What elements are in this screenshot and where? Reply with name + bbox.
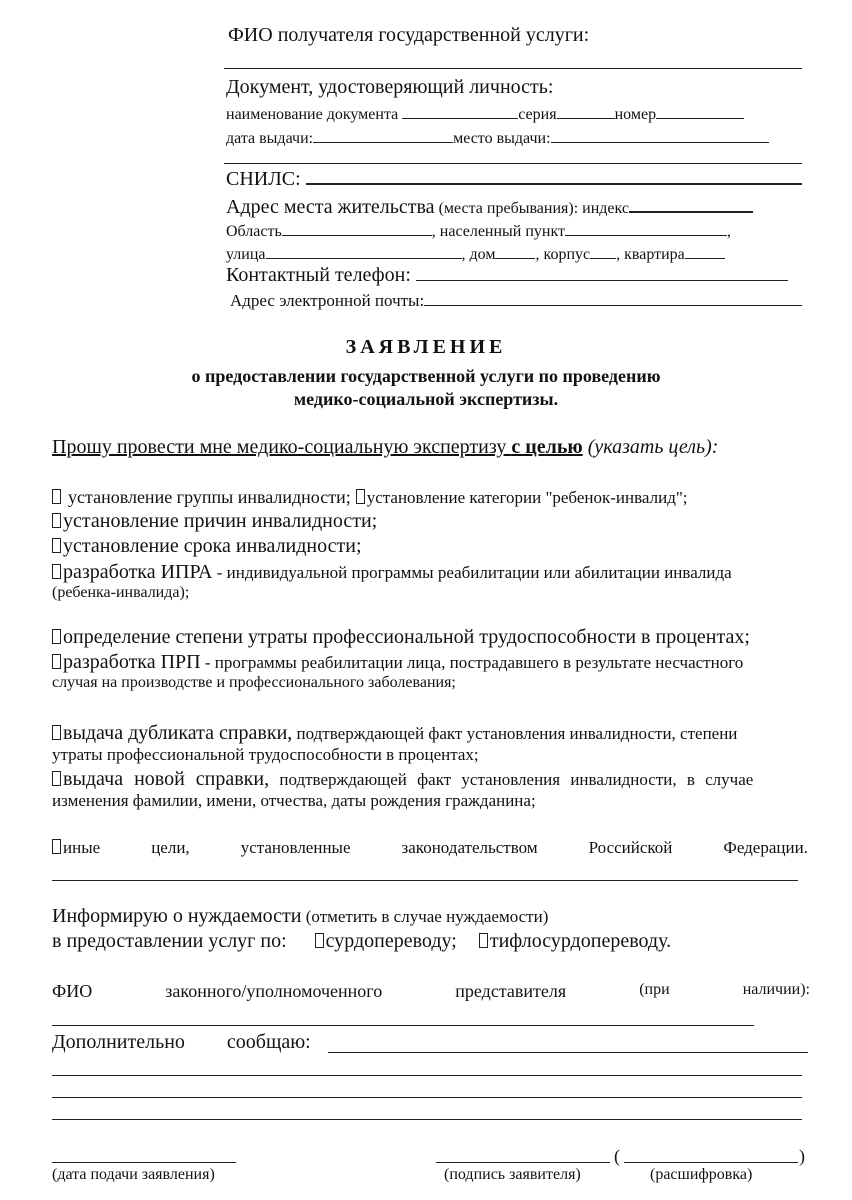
issue-place-field[interactable] [551, 128, 769, 143]
additional-field-4[interactable] [52, 1119, 802, 1120]
issue-place-label: место выдачи: [453, 130, 551, 147]
building-label: , корпус [535, 246, 591, 263]
additional-field-2[interactable] [52, 1075, 802, 1076]
doc-name-field[interactable] [402, 104, 518, 119]
region-field[interactable] [282, 221, 432, 236]
address-note: (места пребывания): индекс [438, 200, 630, 217]
apartment-field[interactable] [685, 244, 725, 259]
rep-word: законного/уполномоченного [165, 981, 383, 1001]
request-line [52, 436, 718, 459]
purpose-detail: - индивидуальной программы реабилитации или абилитации инвалида [212, 563, 732, 582]
purpose-detail: подтверждающей факт установления инвалидности, в случае [269, 770, 754, 789]
checkbox-tactile-sign-language[interactable] [479, 933, 488, 948]
phone-field[interactable] [416, 266, 788, 281]
purpose-label: разработка ПРП [63, 651, 201, 673]
purpose-label: определение степени утраты профессиональной трудоспособности в процентах; [63, 626, 750, 648]
extra-doc-line[interactable] [224, 163, 802, 164]
additional-field-3[interactable] [52, 1097, 802, 1098]
tactile-sign-language-label: тифлосурдопереводу. [489, 930, 672, 952]
purpose-detail: подтверждающей факт установления инвалидности, степени [292, 724, 738, 743]
additional-field-1[interactable] [328, 1052, 808, 1053]
purpose-label: выдача дубликата справки, [63, 722, 293, 744]
purpose-row-7 [52, 722, 737, 765]
number-field[interactable] [656, 104, 744, 119]
checkbox-sign-language[interactable] [315, 933, 324, 948]
date-field[interactable] [52, 1162, 236, 1163]
purpose-row-4 [52, 561, 810, 602]
purpose-row-1 [52, 486, 688, 509]
checkbox-disability-term[interactable] [52, 538, 61, 553]
checkbox-other[interactable] [52, 839, 61, 854]
recipient-fio-field[interactable] [224, 68, 802, 69]
house-label: , дом [461, 246, 496, 263]
purpose-cont: изменения фамилии, имени, отчества, даты рождения гражданина; [52, 791, 536, 810]
request-text: Прошу провести мне медико-социальную экспертизу [52, 436, 512, 458]
region-row [226, 221, 731, 241]
sign-language-label: сурдопереводу; [325, 930, 457, 952]
rep-word: представителя [455, 981, 567, 1001]
purpose-word: Российской [588, 838, 673, 857]
additional-row [52, 1031, 311, 1054]
purpose-cont: случая на производстве и профессионального заболевания; [52, 674, 456, 691]
additional-label-2: сообщаю: [226, 1031, 311, 1053]
purpose-cont: утраты профессиональной трудоспособности в процентах; [52, 745, 479, 764]
needs-line-2 [52, 930, 671, 953]
snils-field[interactable] [306, 170, 802, 185]
issue-row [226, 128, 769, 148]
house-field[interactable] [495, 244, 535, 259]
request-italic: (указать цель): [582, 436, 719, 458]
representative-field[interactable] [52, 1025, 754, 1026]
purpose-detail: - программы реабилитации лица, пострадавшего в результате несчастного [200, 653, 744, 672]
snils-row [226, 168, 802, 191]
street-label: улица [226, 246, 266, 263]
purpose-word: Федерации. [723, 838, 808, 857]
title-line-1: о предоставлении государственной услуги по проведению [191, 366, 661, 386]
id-document-label: Документ, удостоверяющий личность: [226, 76, 554, 98]
representative-row [52, 981, 810, 1002]
purpose-row-8 [52, 768, 753, 811]
checkbox-disability-causes[interactable] [52, 513, 61, 528]
email-field[interactable] [424, 291, 802, 306]
building-field[interactable] [590, 244, 616, 259]
purpose-row-other [52, 838, 808, 858]
decode-caption: (расшифровка) [650, 1166, 753, 1183]
postcode-field[interactable] [629, 198, 753, 213]
checkbox-child-disabled[interactable] [356, 489, 365, 504]
purpose-row-2 [52, 510, 377, 533]
address-label: Адрес места жительства [226, 196, 435, 218]
locality-label: , населенный пункт [431, 223, 566, 240]
purpose-row-5 [52, 626, 750, 649]
checkbox-new-certificate[interactable] [52, 771, 61, 786]
purpose-label: выдача новой справки, [63, 768, 270, 790]
purpose-label: разработка ИПРА [63, 561, 213, 583]
needs-note: (отметить в случае нуждаемости) [301, 907, 549, 926]
purpose-word: цели, [151, 838, 190, 857]
checkbox-ipra[interactable] [52, 564, 61, 579]
checkbox-duplicate-certificate[interactable] [52, 725, 61, 740]
apartment-label: , квартира [616, 246, 685, 263]
rep-word: ФИО [52, 981, 93, 1001]
doc-name-label: наименование документа [226, 106, 399, 123]
title-line-2: медико-социальной экспертизы. [293, 389, 559, 409]
signature-caption: (подпись заявителя) [444, 1166, 581, 1183]
purpose-word: законодательством [401, 838, 538, 857]
checkbox-disability-group[interactable] [52, 489, 61, 504]
email-label: Адрес электронной почты: [230, 291, 425, 310]
series-field[interactable] [557, 104, 615, 119]
checkbox-prp[interactable] [52, 654, 61, 669]
page-title: ЗАЯВЛЕНИЕ [345, 336, 507, 358]
purpose-label: установление срока инвалидности; [63, 535, 362, 557]
phone-label: Контактный телефон: [226, 264, 411, 286]
street-field[interactable] [266, 244, 462, 259]
other-purpose-field[interactable] [52, 880, 798, 881]
doc-row [226, 104, 744, 124]
needs-services-label: в предоставлении услуг по: [52, 930, 287, 952]
checkbox-work-capacity[interactable] [52, 629, 61, 644]
additional-label: Дополнительно [52, 1031, 185, 1053]
locality-field[interactable] [565, 221, 727, 236]
purpose-row-3 [52, 535, 362, 558]
date-caption: (дата подачи заявления) [52, 1166, 215, 1183]
phone-row [226, 264, 788, 287]
series-label: серия [518, 106, 557, 123]
purpose-word: иные [63, 838, 101, 857]
purpose-row-6 [52, 651, 743, 692]
recipient-fio-label: ФИО получателя государственной услуги: [228, 24, 590, 46]
purpose-label: установление категории "ребенок-инвалид"; [366, 488, 688, 507]
number-label: номер [614, 106, 657, 123]
issue-date-field[interactable] [313, 128, 453, 143]
needs-label: Информирую о нуждаемости [52, 905, 302, 927]
rep-word: (при [639, 981, 670, 998]
request-bold: с целью [511, 436, 583, 458]
address-row [226, 196, 753, 219]
purpose-cont: (ребенка-инвалида); [52, 584, 190, 601]
street-row [226, 244, 725, 264]
purpose-label: установление группы инвалидности; [68, 487, 351, 507]
signature-field[interactable] [436, 1162, 610, 1163]
close-paren: ) [799, 1146, 805, 1166]
issue-date-label: дата выдачи: [226, 130, 314, 147]
open-paren: ( [614, 1146, 620, 1166]
comma: , [727, 223, 732, 240]
decode-field[interactable] [624, 1162, 798, 1163]
snils-label: СНИЛС: [226, 168, 301, 190]
rep-word: наличии): [742, 981, 810, 998]
needs-line-1 [52, 905, 548, 928]
email-row [230, 291, 802, 311]
region-label: Область [226, 223, 282, 240]
purpose-label: установление причин инвалидности; [63, 510, 378, 532]
purpose-word: установленные [240, 838, 351, 857]
